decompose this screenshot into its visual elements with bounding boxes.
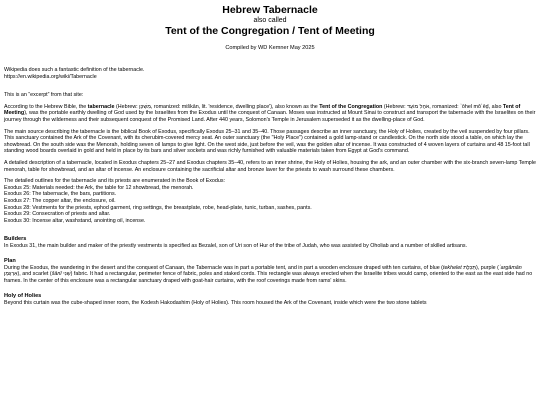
plan-paragraph [4, 265, 536, 285]
plan-heading: Plan [4, 257, 16, 264]
holy-of-holies-paragraph: Beyond this curtain was the cube-shaped inner room, the Kodesh Hakodashim (Holy of Holies). This room housed the Ark of the Covenant, inside which were the two stone tablets [4, 299, 427, 306]
wikipedia-link[interactable]: https://en.wikipedia.org/wiki/Tabernacle [4, 73, 97, 80]
list-item: Exodus 29: Consecration of priests and altar. [4, 211, 111, 218]
plan-term-argaman: ʾargāmān [498, 264, 522, 271]
intro-line: Wikipedia does such a fantastic definition of the tabernacle. [4, 67, 145, 73]
builders-heading: Builders [4, 236, 27, 243]
p1-term-tent-congregation: Tent of the Congregation [319, 103, 383, 110]
list-item: Exodus 30: Incense altar, washstand, anointing oil, incense. [4, 217, 146, 224]
list-item: Exodus 25: Materials needed: the Ark, the table for 12 showbread, the menorah. [4, 184, 194, 191]
also-called-text: also called [253, 17, 287, 24]
holy-of-holies-heading: Holy of Holies [4, 292, 42, 299]
p1-text-a: According to the Hebrew Bible, the [4, 103, 88, 110]
list-item: Exodus 28: Vestments for the priests, ephod garment, ring settings, the breastplate, robe, head-plate, tunic, turban, sashes, pants. [4, 204, 312, 211]
plan-term-tekhelet: tekhelet [442, 264, 462, 271]
list-item: Exodus 26: The tabernacle, the bars, partitions. [4, 191, 117, 198]
p1-term-tabernacle: tabernacle [87, 103, 115, 110]
p1-text-c: (Hebrew: מִשְׁכָּן, romanized: miškān, lit. 'residence, dwelling place'), also known as the [114, 103, 320, 110]
paragraph-main-source: The main source describing the tabernacle is the biblical Book of Exodus, specifically Exodus 25–31 and 35–40. Those passages describe an inner sanctuary, the Holy of Holies, created by the veil suspended by four pillars. This sanctuary contained the Ark of the Covenant, with its cherubim-covered mercy seat. An outer sanctuary (the "Holy Place") contained a gold lamp-stand or candlestick. On the north side stood a table, on which lay the showbread. On the south side was the Menorah, holding seven oil lamps to give light. On the west side, just before the veil, was the golden altar of incense. It was constructed of 4 woven layers of curtains and 48 15-foot tall standing wood boards overlaid in gold and held in place by its bars and silver sockets and was richly furnished with valuable materials taken from Egypt at God's command. [4, 128, 530, 155]
plan-text-a: During the Exodus, the wandering in the desert and the conquest of Canaan, the Tabernacle was in part a portable tent, and in part a wooden enclosure draped with ten curtains, of blue ( [4, 264, 443, 271]
p1-text-e: (Hebrew: אֹהֶל מוֹעֵד, romanized: ʾōhel môʿēḏ, also [382, 103, 503, 110]
outline-intro: The detailed outlines for the tabernacle and its priests are enumerated in the Book of Exodus: [4, 178, 226, 185]
plan-text-e: אַרְגָּמָן), and scarlet ( [4, 271, 52, 278]
document-header [4, 4, 536, 52]
p1-text-g: ), was the portable earthly dwelling of God used by the Israelites from the Exodus until the conquest of Canaan. Moses was instructed at Mount Sinai to construct and transport the tabernacle with the Israelites on their journey through the wilderness and their subsequent conquest of the Promised Land. After 440 years, Solomon's Temple in Jerusalem superseded it as the dwelling-place of God. [4, 110, 536, 123]
list-item: Exodus 27: The copper altar, the enclosure, oil. [4, 197, 116, 204]
excerpt-line: This is an “excerpt” from that site: [4, 92, 84, 99]
plan-text-c: תְּכֵלֶת), purple ( [461, 264, 499, 271]
compiled-by-line: Compiled by WD Kemner May 2025 [225, 45, 315, 51]
paragraph-definition [4, 104, 536, 124]
document-title: Hebrew Tabernacle [222, 4, 318, 16]
paragraph-description: A detailed description of a tabernacle, located in Exodus chapters 25–27 and Exodus chapters 35–40, refers to an inner shrine, the Holy of Holies, housing the ark, and an outer chamber with the six-branch seven-lamp Temple menorah, table for showbread, and an altar of incense. An enclosure containing the sacrificial altar and bronze laver for the priests to wash surround these chambers. [4, 159, 536, 173]
plan-text-g: שָׁנִי) fabric. It had a rectangular, perimeter fence of fabric, poles and staked cords. This rectangle was always erected when the Israelite tribes would camp, oriented to the east as the east side had no frames. In the center of this enclosure was a rectangular sanctuary draped with goat-hair curtains, with the roof coverings made from rams' skins. [4, 271, 533, 285]
builders-paragraph: In Exodus 31, the main builder and maker of the priestly vestments is specified as Bezalel, son of Uri son of Hur of the tribe of Judah, who was assisted by Oholiab and a number of skilled artisans. [4, 243, 468, 250]
document-subtitle: Tent of the Congregation / Tent of Meeting [165, 25, 375, 37]
p1-term-tent-meeting: Tent of Meeting [4, 103, 521, 117]
plan-term-shani: šānî [51, 271, 62, 278]
